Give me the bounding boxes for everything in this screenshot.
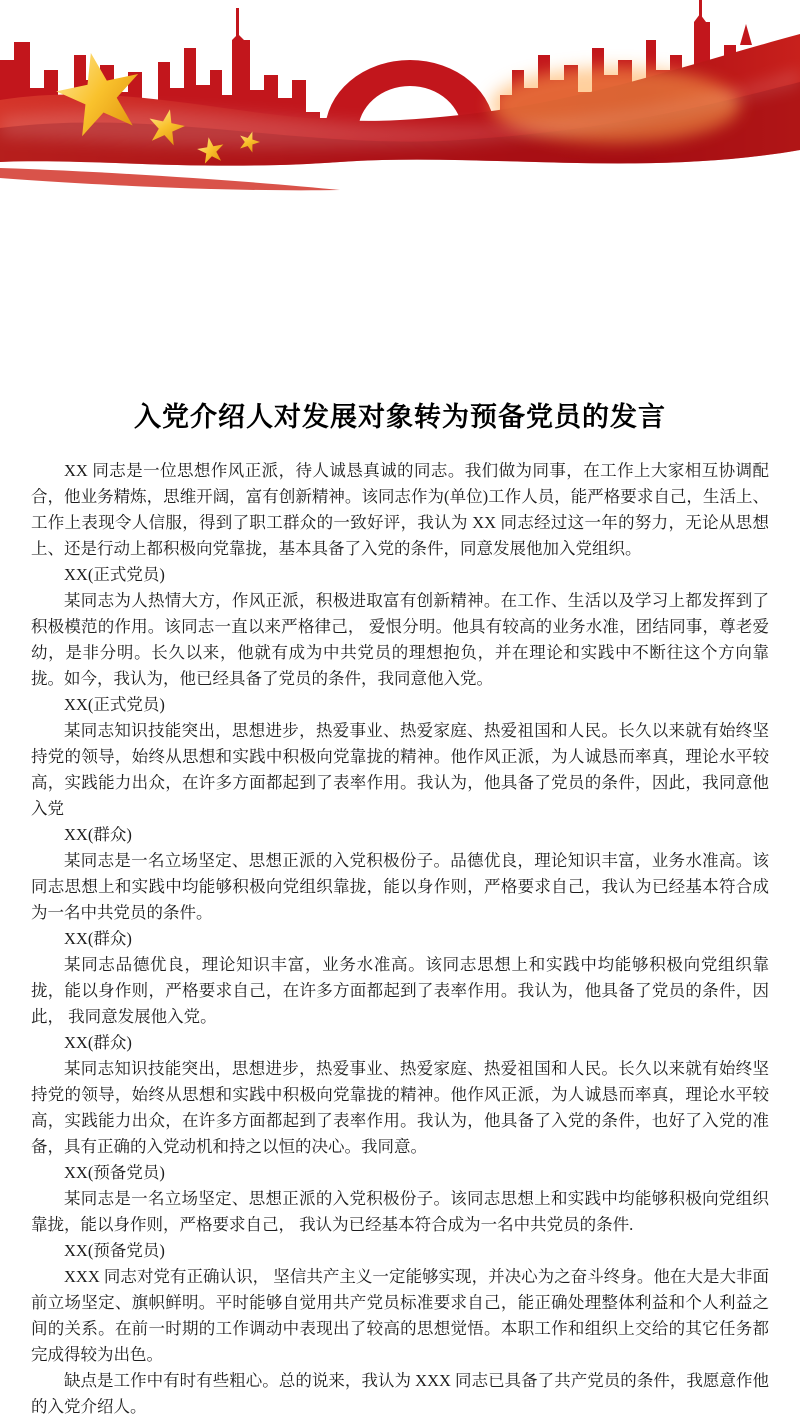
paragraph: 某同志知识技能突出，思想进步，热爱事业、热爱家庭、热爱祖国和人民。长久以来就有始终坚持党的领导，始终从思想和实践中积极向党靠拢的精神。他作风正派，为人诚恳而率真，理论水平较高，实践能力出众，在许多方面都起到了表率作用。我认为，他具备了党员的条件，因此，我同意他入党 (31, 721, 769, 818)
paragraph: 某同志是一名立场坚定、思想正派的入党积极份子。该同志思想上和实践中均能够积极向党组织靠拢，能以身作则，严格要求自己， 我认为已经基本符合成为一名中共党员的条件. (31, 1189, 769, 1234)
speaker-label: XX(预备党员) (64, 1241, 165, 1260)
speaker-label: XX(预备党员) (64, 1163, 165, 1182)
speaker-label: XX(群众) (64, 1033, 132, 1052)
paragraph-list (31, 458, 769, 1420)
paragraph: XX 同志是一位思想作风正派，待人诚恳真诚的同志。我们做为同事，在工作上大家相互协调配合，他业务精炼，思维开阔，富有创新精神。该同志作为(单位)工作人员，能严格要求自己，生活上、工作上表现令人信服，得到了职工群众的一致好评，我认为 XX 同志经过这一年的努力，无论从思想上、还是行动上都积极向党靠拢，基本具备了入党的条件，同意发展他加入党组织。 (31, 461, 769, 558)
paragraph: 某同志是一名立场坚定、思想正派的入党积极份子。品德优良，理论知识丰富，业务水准高。该同志思想上和实践中均能够积极向党组织靠拢，能以身作则，严格要求自己，我认为已经基本符合成为一名中共党员的条件。 (31, 851, 769, 922)
paragraph: 缺点是工作中有时有些粗心。总的说来，我认为 XXX 同志已具备了共产党员的条件，我愿意作他的入党介绍人。 (31, 1371, 769, 1416)
banner-graphic (0, 0, 800, 195)
speaker-label: XX(群众) (64, 825, 132, 844)
paragraph: 某同志品德优良，理论知识丰富，业务水准高。该同志思想上和实践中均能够积极向党组织靠拢，能以身作则，严格要求自己，在许多方面都起到了表率作用。我认为，他具备了党员的条件，因此， 我同意发展他入党。 (31, 955, 769, 1026)
paragraph: 某同志为人热情大方，作风正派，积极进取富有创新精神。在工作、生活以及学习上都发挥到了积极模范的作用。该同志一直以来严格律己， 爱恨分明。他具有较高的业务水准，团结同事，尊老爱幼，是非分明。长久以来，他就有成为中共党员的理想抱负，并在理论和实践中不断往这个方向靠拢。如今，我认为，他已经具备了党员的条件，我同意他入党。 (31, 591, 769, 688)
paragraph: 某同志知识技能突出，思想进步，热爱事业、热爱家庭、热爱祖国和人民。长久以来就有始终坚持党的领导，始终从思想和实践中积极向党靠拢的精神。他作风正派，为人诚恳而率真，理论水平较高，实践能力出众，在许多方面都起到了表率作用。我认为，他具备了入党的条件，也好了入党的准备，具有正确的入党动机和持之以恒的决心。我同意。 (31, 1059, 769, 1156)
page-title: 入党介绍人对发展对象转为预备党员的发言 (134, 402, 666, 432)
speaker-label: XX(正式党员) (64, 565, 165, 584)
speaker-label: XX(群众) (64, 929, 132, 948)
speaker-label: XX(正式党员) (64, 695, 165, 714)
paragraph: XXX 同志对党有正确认识， 坚信共产主义一定能够实现，并决心为之奋斗终身。他在大是大非面前立场坚定、旗帜鲜明。平时能够自觉用共产党员标准要求自己，能正确处理整体利益和个人利益之间的关系。在前一时期的工作调动中表现出了较高的思想觉悟。本职工作和组织上交给的其它任务都完成得较为出色。 (31, 1267, 769, 1364)
document-body (0, 195, 800, 1420)
header-banner (0, 0, 800, 195)
